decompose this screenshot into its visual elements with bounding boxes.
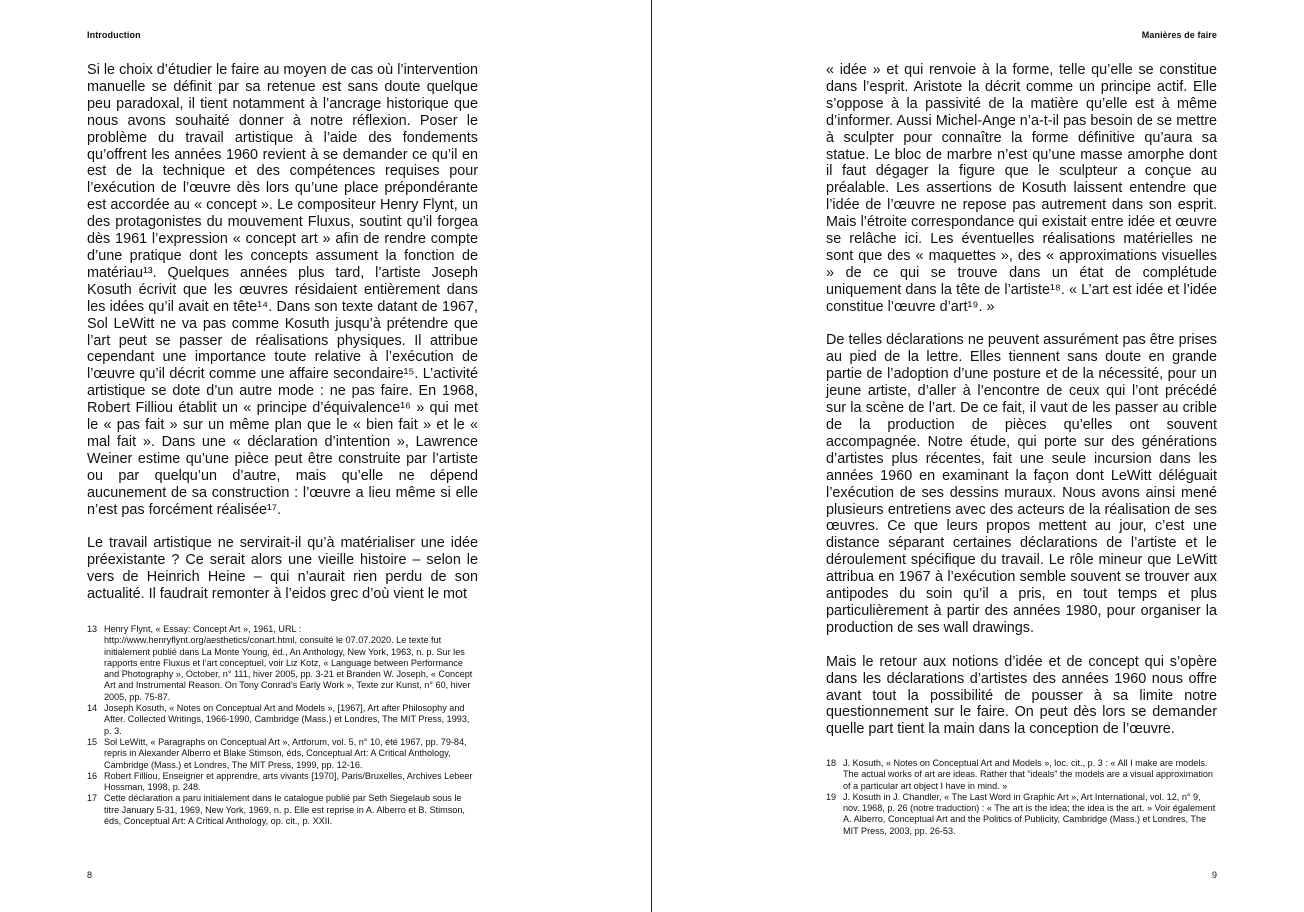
footnote	[87, 771, 478, 794]
footnotes	[826, 758, 1217, 837]
footnote-number: 15	[87, 736, 98, 747]
paragraph: Le travail artistique ne servirait-il qu’à matérialiser une idée préexistante ? Ce serait alors une vieille histoire – selon le vers de Heinrich Heine – qui n’aurait rien perdu de son actualité. Il faudrait remonter à l’eidos grec d’où vient le mot	[87, 535, 478, 603]
footnote-number: 19	[826, 791, 837, 802]
running-head: Introduction	[87, 30, 141, 40]
footnote	[87, 703, 478, 737]
footnote	[826, 792, 1217, 837]
page-divider	[651, 0, 652, 912]
footnote	[87, 737, 478, 771]
paragraph: De telles déclarations ne peuvent assurément pas être prises au pied de la lettre. Elles tiennent sans doute en grande partie de l’adoption d’une posture et de la nécessité, pour un jeune artiste, d’aller à l’encontre de ceux qui l’ont précédé sur la scène de l’art. De ce fait, il vaut de les passer au crible de la production de pièces qu’elles ont souvent accompagnée. Notre étude, qui porte sur des générations d’artistes plus récentes, fait une seule incursion dans les années 1960 en examinant la façon dont LeWitt déléguait l’exécution de ses dessins muraux. Nous avons ainsi mené plusieurs entretiens avec des acteurs de la réalisation de ses œuvres. Ce que leurs propos mettent au jour, c’est une distance séparant certaines déclarations de l’artiste et le déroulement spécifique du travail. Le rôle mineur que LeWitt attribua en 1967 à l’exécution semble souvent se trouver aux antipodes du soin qu’il a pris, en tout temps et plus particulièrement à partir des années 1980, pour organiser la production de ses wall drawings.	[826, 332, 1217, 636]
footnote-number: 14	[87, 703, 98, 714]
footnote-text: J. Kosuth, « Notes on Conceptual Art and Models », loc. cit., p. 3 : « All I make are models. The actual works of art are ideas. Rather that “ideals” the models are a visual approximation of a particular art object I have in mind. »	[843, 758, 1213, 791]
running-head: Manières de faire	[1141, 30, 1217, 40]
footnote-text: J. Kosuth in J. Chandler, « The Last Word in Graphic Art », Art International, vol. 12, n° 9, nov. 1968, p. 26 (notre traduction) : « The art is the idea; the idea is the art. » Voir également A. Alberro, Conceptual Art and the Politics of Publicity, Cambridge (Mass.) et Londres, The MIT Press, 2003, pp. 26-53.	[843, 791, 1216, 836]
footnote	[87, 793, 478, 827]
footnote-number: 17	[87, 793, 98, 804]
footnote	[87, 624, 478, 703]
left-page	[0, 0, 651, 912]
footnote-text: Robert Filliou, Enseigner et apprendre, arts vivants [1970], Paris/Bruxelles, Archives Lebeer Hossman, 1998, p. 248.	[104, 770, 473, 793]
footnote-text: Sol LeWitt, « Paragraphs on Conceptual Art », Artforum, vol. 5, n° 10, été 1967, pp. 79-84, repris in Alexander Alberro et Blake Stimson, éds, Conceptual Art: A Critical Anthology, Cambridge (Mass.) et Londres, The MIT Press, 1999, pp. 12-16.	[104, 736, 467, 770]
right-page	[653, 0, 1304, 912]
footnote-number: 16	[87, 770, 98, 781]
paragraph: « idée » et qui renvoie à la forme, telle qu’elle se constitue dans l’esprit. Aristote la décrit comme un principe actif. Elle s’oppose à la passivité de la matière qu’elle est à même d’informer. Aussi Michel-Ange n’a-t-il pas besoin de se mettre à sculpter pour connaître la forme définitive qu’aura sa statue. Le bloc de marbre n’est qu’une masse amorphe dont il faut dégager la figure que le sculpteur a conçue au préalable. Les assertions de Kosuth laissent entendre que l’idée de l’œuvre ne repose pas autrement dans son esprit. Mais l’étroite correspondance qui existait entre idée et œuvre se relâche ici. Les éventuelles réalisations matérielles ne sont que des « maquettes », des « approximations visuelles » de ce qui se trouve dans un état de complétude uniquement dans la tête de l’artiste¹⁸. « L’art est idée et l’idée constitue l’œuvre d’art¹⁹. »	[826, 62, 1217, 315]
paragraph: Mais le retour aux notions d’idée et de concept qui s’opère dans les déclarations d’artistes des années 1960 nous offre avant tout la possibilité de pousser à sa limite notre questionnement sur le faire. On peut dès lors se demander quelle part tient la main dans la conception de l’œuvre.	[826, 653, 1217, 738]
footnote-text: Henry Flynt, « Essay: Concept Art », 1961, URL : http://www.henryflynt.org/aesthetics/conart.html, consulté le 07.07.2020. Le texte fut initialement publié dans La Monte Young, éd., An Anthology, New York, 1963, n. p. Sur les rapports entre Fluxus et l’art conceptuel, voir Liz Kotz, « Language between Performance and Photography », October, n° 111, hiver 2005, pp. 3-21 et Branden W. Joseph, « Concept Art and Instrumental Reason. On Tony Conrad’s Early Work », Texte zur Kunst, n° 60, hiver 2005, pp. 75-87.	[104, 624, 473, 702]
footnote-text: Cette déclaration a paru initialement dans le catalogue publié par Seth Siegelaub sous le titre January 5-31, 1969, New York, 1969, n. p. Elle est reprise in A. Alberro et B. Stimson, éds, Conceptual Art: A Critical Anthology, op. cit., p. XXII.	[104, 793, 465, 827]
page-number: 8	[87, 870, 93, 880]
footnotes	[87, 624, 478, 827]
footnote	[826, 758, 1217, 792]
page-number: 9	[1211, 870, 1217, 880]
footnote-text: Joseph Kosuth, « Notes on Conceptual Art and Models », [1967], Art after Philosophy and After. Collected Writings, 1966-1990, Cambridge (Mass.) et Londres, The MIT Press, 1993, p. 3.	[104, 703, 470, 736]
body-text	[826, 62, 1217, 755]
footnote-number: 18	[826, 758, 837, 768]
paragraph: Si le choix d’étudier le faire au moyen de cas où l’intervention manuelle se définit par sa retenue est sans doute quelque peu paradoxal, il tient notamment à l’ancrage historique que nous avons souhaité donner à notre réflexion. Poser le problème du travail artistique à l’aide des fondements qu’offrent les années 1960 revient à se demander ce qu’il en est de la technique et des compétences requises pour l’exécution de l’œuvre dès lors qu’une place prépondérante est accordée au « concept ». Le compositeur Henry Flynt, un des protagonistes du mouvement Fluxus, soutint qu’il forgea dès 1961 l’expression « concept art » afin de rendre compte d’une pratique dont les concepts assument la fonction de matériau¹³. Quelques années plus tard, l’artiste Joseph Kosuth écrivit que les œuvres résidaient entièrement dans les idées qu’il avait en tête¹⁴. Dans son texte datant de 1967, Sol LeWitt ne va pas comme Kosuth jusqu’à prétendre que l’art peut se passer de réalisations physiques. Il attribue cependant une importance toute relative à l’exécution de l’œuvre qu’il décrit comme une affaire secondaire¹⁵. L’activité artistique se dote d’un autre mode : ne pas faire. En 1968, Robert Filliou établit un « principe d’équivalence¹⁶ » qui met le « pas fait » sur un même plan que le « bien fait » et le « mal fait ». Dans une « déclaration d’intention », Lawrence Weiner estime qu’une pièce peut être construite par l’artiste ou par quelqu’un d’autre, mais qu’elle ne dépend aucunement de sa construction : l’œuvre a lieu même si elle n’est pas forcément réalisée¹⁷.	[87, 62, 478, 518]
body-text	[87, 62, 478, 620]
footnote-number: 13	[87, 624, 98, 634]
